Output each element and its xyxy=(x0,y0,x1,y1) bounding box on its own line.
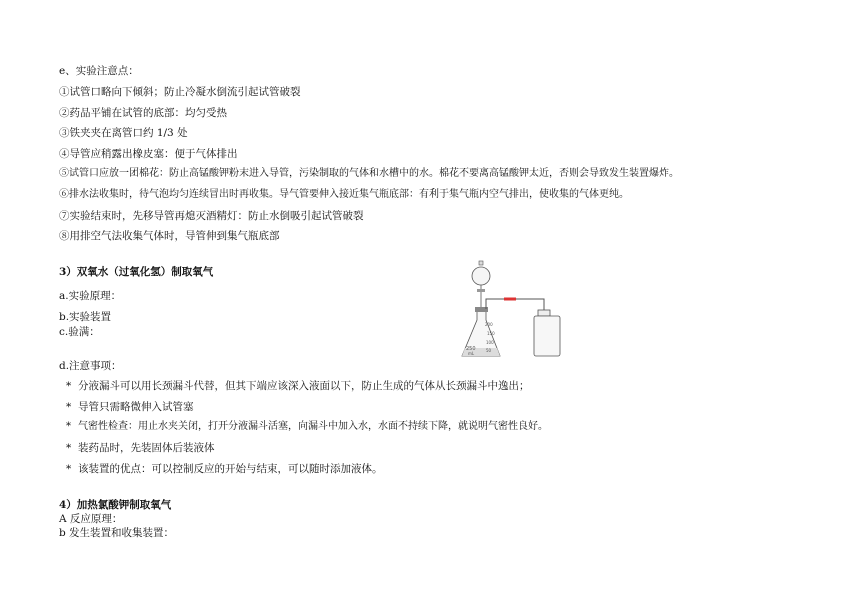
note-item-1: ①试管口略向下倾斜；防止冷凝水倒流引起试管破裂 xyxy=(59,86,301,98)
precaution-item-2: * 导管只需略微伸入试管塞 xyxy=(66,401,194,413)
rubber-tube-clamp xyxy=(504,298,516,301)
section-4-title: 4）加热氯酸钾制取氧气 xyxy=(59,499,172,511)
note-item-6: ⑥排水法收集时，待气泡均匀连续冒出时再收集。导气管要伸入接近集气瓶底部：有利于集气瓶内空气排出，使收集的气体更纯。 xyxy=(59,189,629,200)
funnel-stopper xyxy=(479,261,483,265)
check-full-label: c.验满： xyxy=(59,326,100,338)
note-item-4: ④导管应稍露出橡皮塞：便于气体排出 xyxy=(59,148,238,160)
flask-mark-50: 50 xyxy=(486,348,492,353)
delivery-tube xyxy=(486,299,544,316)
section-3-title: 3）双氧水（过氧化氢）制取氧气 xyxy=(59,266,214,278)
flask-mark-250: 250 xyxy=(466,346,476,352)
precaution-item-3: * 气密性检查：用止水夹关闭，打开分液漏斗活塞，向漏斗中加入水，水面不持续下降，就说明气密性良好。 xyxy=(66,421,548,432)
apparatus-collection-label: b 发生装置和收集装置： xyxy=(59,527,175,539)
collecting-bottle-neck xyxy=(538,310,550,316)
reaction-principle-label: A 反应原理： xyxy=(59,513,123,525)
flask-mark-150: 150 xyxy=(487,331,495,336)
separatory-funnel-bulb xyxy=(472,267,490,285)
note-item-8: ⑧用排空气法收集气体时，导管伸到集气瓶底部 xyxy=(59,230,280,242)
note-item-7: ⑦实验结束时，先移导管再熄灭酒精灯：防止水倒吸引起试管破裂 xyxy=(59,210,364,222)
note-item-3: ③铁夹夹在离管口约 1/3 处 xyxy=(59,127,188,139)
precaution-item-5: * 该装置的优点：可以控制反应的开始与结束，可以随时添加液体。 xyxy=(66,463,383,475)
oxygen-apparatus-diagram xyxy=(448,258,576,362)
gas-collecting-bottle xyxy=(534,316,560,356)
funnel-stopcock xyxy=(477,289,485,292)
apparatus-label: b.实验装置 xyxy=(59,311,112,323)
precautions-label: d.注意事项： xyxy=(59,360,122,372)
note-item-5: ⑤试管口应放一团棉花：防止高锰酸钾粉末进入导管，污染制取的气体和水槽中的水。棉花不要离高锰酸钾太近，否则会导致发生装置爆炸。 xyxy=(59,168,679,179)
flask-mark-200: 200 xyxy=(485,322,493,327)
flask-mark-unit: mL xyxy=(468,351,475,356)
notes-heading: e、实验注意点： xyxy=(59,65,139,77)
flask-mark-100: 100 xyxy=(486,340,494,345)
note-item-2: ②药品平铺在试管的底部：均匀受热 xyxy=(59,107,227,119)
principle-label: a.实验原理： xyxy=(59,290,122,302)
precaution-item-1: * 分液漏斗可以用长颈漏斗代替，但其下端应该深入液面以下，防止生成的气体从长颈漏斗中逸出； xyxy=(66,380,530,392)
precaution-item-4: * 装药品时，先装固体后装液体 xyxy=(66,442,215,454)
